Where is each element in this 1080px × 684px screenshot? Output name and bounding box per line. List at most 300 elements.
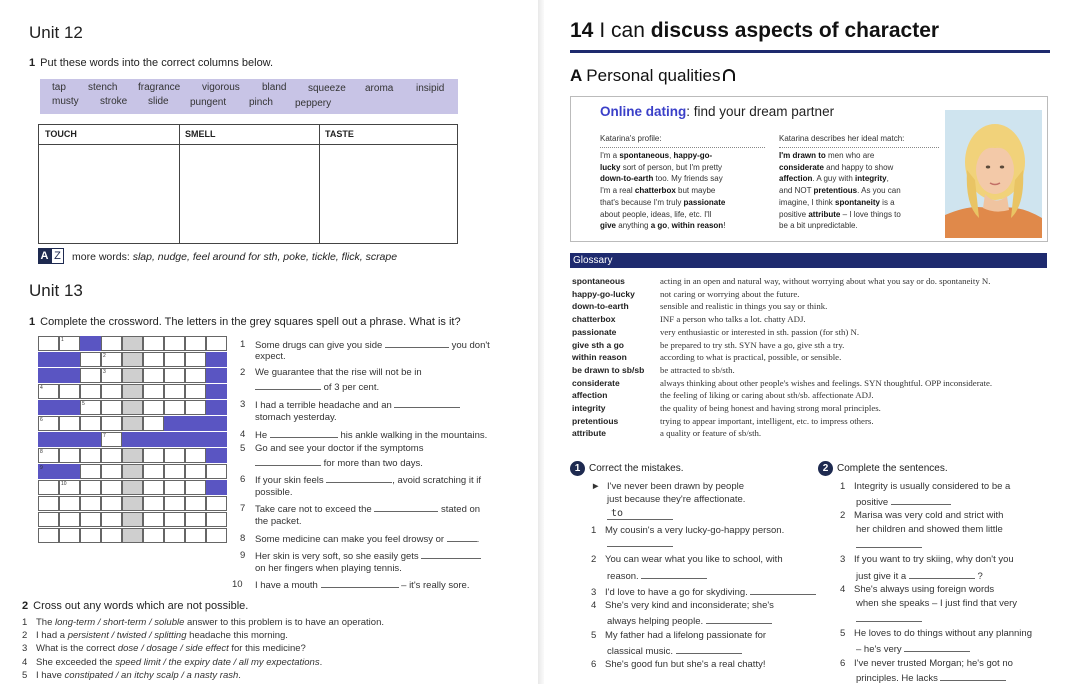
answer-blank[interactable] — [750, 586, 816, 595]
word-bank-item: tap — [52, 82, 66, 93]
crossword-cell — [59, 352, 80, 367]
crossword-cell[interactable] — [59, 416, 80, 431]
exercise-number: 1 — [29, 316, 36, 328]
crossword-cell[interactable] — [143, 368, 164, 383]
item-text: I had a — [36, 630, 68, 641]
crossword-cell[interactable] — [185, 528, 206, 543]
crossword-cell[interactable] — [101, 432, 122, 447]
crossword-cell[interactable] — [122, 368, 143, 383]
paragraph-line — [600, 220, 770, 232]
correction-item — [591, 630, 766, 641]
crossword-cell[interactable] — [38, 512, 59, 527]
clue-number: 2 — [240, 367, 246, 378]
correction-item — [591, 586, 816, 598]
item-text: classical music. — [607, 646, 673, 657]
glossary-term: considerate — [572, 377, 620, 388]
clue-text-part: of 3 per cent. — [323, 382, 380, 393]
word-bank-item: slide — [148, 96, 169, 107]
answer-blank[interactable] — [385, 339, 449, 348]
crossword-clue-number: 8 — [40, 449, 43, 455]
word-bank-item: peppery — [295, 98, 332, 109]
crossword-cell[interactable] — [206, 496, 227, 511]
word-bank-item: vigorous — [202, 82, 240, 93]
answer-blank[interactable] — [676, 645, 742, 654]
crossword-cell[interactable] — [143, 384, 164, 399]
clue-number: 7 — [240, 503, 246, 514]
item-text: He loves to do things without any planning — [854, 628, 1032, 639]
example-text: I've never been drawn by people — [607, 481, 745, 492]
clue-text-part: I had a terrible headache and an — [255, 400, 392, 411]
crossword-cell[interactable] — [206, 464, 227, 479]
exercise-number: 1 — [29, 57, 36, 69]
paragraph-text: – I love things to — [840, 209, 901, 219]
crossword-cell[interactable] — [101, 400, 122, 415]
section-heading — [570, 66, 735, 86]
crossword-cell[interactable] — [59, 528, 80, 543]
paragraph-text: I'm a — [600, 151, 620, 160]
crossword-cell[interactable] — [101, 480, 122, 495]
clue-text — [255, 339, 490, 353]
answer-blank[interactable] — [255, 457, 321, 466]
word-bank-item: stench — [88, 82, 118, 93]
answer-blank[interactable] — [255, 381, 321, 390]
paragraph-line — [779, 185, 944, 197]
crossword-cell[interactable] — [185, 384, 206, 399]
clue-text-part: We guarantee that the rise will not be in — [255, 367, 422, 378]
crossword-cell[interactable] — [101, 512, 122, 527]
item-text: – he's very — [856, 644, 902, 655]
key-phrase: chatterbox — [634, 186, 676, 196]
crossword-cell[interactable] — [122, 416, 143, 431]
correction-item — [591, 554, 783, 565]
crossword-cell — [206, 448, 227, 463]
clue-text-part: I have a mouth — [255, 580, 318, 591]
clue-text-part: Go and see your doctor if the symptoms — [255, 443, 424, 454]
answer-blank[interactable] — [607, 546, 673, 547]
more-words — [72, 251, 397, 263]
paragraph-line — [600, 209, 770, 221]
paragraph-text: and happy to show — [823, 162, 894, 172]
crossword-cell[interactable] — [143, 512, 164, 527]
crossword-cell[interactable] — [101, 528, 122, 543]
crossword-cell[interactable] — [164, 528, 185, 543]
crossword-cell[interactable] — [122, 400, 143, 415]
book-gutter — [538, 0, 544, 684]
crossword-cell[interactable] — [80, 512, 101, 527]
word-bank-item: pungent — [190, 97, 227, 108]
unit-12-exercise-1-heading — [29, 57, 273, 69]
completion-item — [840, 510, 1003, 521]
cross-out-item — [22, 657, 322, 668]
clue-number: 5 — [240, 443, 246, 454]
answer-blank[interactable] — [909, 570, 975, 579]
az-dictionary-icon — [38, 248, 66, 264]
az-icon-z: Z — [51, 248, 64, 264]
crossword-clue-number: 9 — [40, 465, 43, 471]
word-bank-item: squeeze — [308, 83, 346, 94]
paragraph-text: be a bit unpredictable. — [779, 221, 858, 231]
exercise-number-badge: 2 — [818, 461, 833, 476]
crossword-cell[interactable] — [38, 496, 59, 511]
correction-item — [591, 600, 774, 611]
paragraph-text: sort of person, but I'm pretty — [620, 162, 723, 172]
item-options[interactable]: constipated / an itchy scalp / a nasty rash — [64, 670, 239, 681]
crossword-cell[interactable] — [143, 416, 164, 431]
clue-number: 8 — [240, 533, 246, 544]
crossword-cell[interactable] — [164, 480, 185, 495]
crossword-cell[interactable] — [122, 336, 143, 351]
glossary-term: chatterbox — [572, 314, 616, 325]
clue-number: 6 — [240, 474, 246, 485]
item-options[interactable]: dose / dosage / side effect — [117, 643, 229, 654]
paragraph-text: too. My friends say — [653, 174, 723, 184]
crossword-cell[interactable] — [80, 368, 101, 383]
crossword-cell[interactable] — [206, 528, 227, 543]
crossword-cell — [80, 432, 101, 447]
answer-blank[interactable] — [856, 621, 922, 622]
dating-title-rest: : find your dream partner — [686, 104, 835, 119]
item-number: 1 — [22, 617, 28, 628]
item-number: 6 — [591, 659, 597, 670]
crossword-clue-number: 6 — [40, 417, 43, 423]
crossword-cell[interactable] — [38, 480, 59, 495]
crossword-cell[interactable] — [80, 528, 101, 543]
completion-item — [840, 481, 1010, 492]
paragraph-text: imagine, I think — [779, 197, 836, 207]
key-phrase: down-to-earth — [600, 174, 654, 184]
glossary-term: happy-go-lucky — [572, 288, 635, 299]
crossword-cell[interactable] — [101, 448, 122, 463]
item-text: She's always using foreign words — [854, 584, 995, 595]
answer-blank[interactable] — [394, 399, 460, 408]
crossword-cell[interactable] — [185, 448, 206, 463]
headphones-icon[interactable] — [723, 69, 735, 81]
crossword-cell[interactable] — [38, 448, 59, 463]
clue-text-part: stomach yesterday. — [255, 412, 337, 423]
crossword-cell — [206, 416, 227, 431]
crossword-cell[interactable] — [185, 464, 206, 479]
answer-blank[interactable] — [421, 550, 481, 559]
crossword-cell[interactable] — [80, 464, 101, 479]
paragraph-text: positive — [779, 209, 809, 219]
crossword-cell[interactable] — [80, 384, 101, 399]
crossword-cell[interactable] — [80, 480, 101, 495]
crossword-cell — [59, 368, 80, 383]
right-exercise-2-heading — [818, 461, 948, 476]
clue-text-part: his ankle walking in the mountains. — [340, 430, 488, 441]
crossword-cell[interactable] — [122, 512, 143, 527]
column-touch: TOUCH — [39, 125, 179, 145]
paragraph-text: anything — [616, 221, 651, 231]
cross-out-item — [22, 643, 306, 654]
paragraph-text: is a — [879, 197, 895, 207]
paragraph-line — [600, 197, 770, 209]
clue-text-part: the packet. — [255, 516, 302, 527]
exercise-number-badge: 1 — [570, 461, 585, 476]
crossword-cell[interactable] — [164, 448, 185, 463]
clue-text-part: Some drugs can give you side — [255, 340, 383, 351]
clue-text — [255, 429, 487, 443]
item-text: answer to this problem is to have an operation. — [184, 617, 384, 628]
answer-blank[interactable] — [447, 533, 477, 542]
unit-13-title: Unit 13 — [29, 281, 83, 300]
crossword-cell[interactable] — [80, 496, 101, 511]
glossary-term: integrity — [572, 403, 606, 413]
paragraph-text: , — [886, 174, 889, 184]
item-text: My cousin's a very lucky-go-happy person. — [605, 525, 785, 536]
crossword-cell — [164, 416, 185, 431]
correction-item — [591, 525, 784, 536]
clue-text — [255, 550, 481, 564]
crossword-cell[interactable] — [122, 496, 143, 511]
crossword-cell[interactable] — [206, 336, 227, 351]
clue-text-part: If your skin feels — [255, 475, 324, 486]
crossword-clue-number: 1 — [61, 337, 64, 343]
item-number: 3 — [22, 643, 28, 654]
glossary-definition: always thinking about other people's wishes and feelings. SYN thoughtful. OPP inconsiderate. — [660, 377, 993, 388]
crossword-cell[interactable] — [164, 400, 185, 415]
crossword-cell[interactable] — [143, 480, 164, 495]
crossword-cell[interactable] — [80, 448, 101, 463]
clue-text-part: possible. — [255, 487, 293, 498]
crossword-cell[interactable] — [59, 384, 80, 399]
answer-blank[interactable] — [321, 579, 399, 588]
item-text: always helping people. — [607, 616, 704, 627]
paragraph-line — [600, 162, 770, 174]
clue-text-part: Some medicine can make you feel drowsy or — [255, 534, 445, 545]
crossword-cell[interactable] — [164, 368, 185, 383]
answer-blank[interactable] — [856, 547, 922, 548]
clue-text — [255, 474, 481, 488]
item-options[interactable]: persistent / twisted / splitting — [67, 630, 187, 641]
crossword-cell[interactable] — [122, 480, 143, 495]
crossword-cell[interactable] — [101, 384, 122, 399]
profile-text — [600, 150, 770, 232]
crossword-cell — [80, 336, 101, 351]
clue-text-part: . — [476, 534, 480, 545]
crossword-cell[interactable] — [101, 368, 122, 383]
word-bank-item: pinch — [249, 97, 273, 108]
answer-blank[interactable] — [891, 496, 951, 505]
item-text: She's good fun but she's a real chatty! — [605, 659, 766, 670]
lesson-title — [570, 19, 939, 43]
completion-item-line-2 — [856, 524, 1003, 535]
paragraph-line — [779, 197, 944, 209]
crossword-cell[interactable] — [164, 464, 185, 479]
unit-13-exercise-2-heading — [22, 600, 248, 612]
item-options[interactable]: long-term / short-term / soluble — [55, 617, 185, 628]
crossword-cell[interactable] — [164, 512, 185, 527]
crossword-cell[interactable] — [206, 512, 227, 527]
crossword-cell — [164, 432, 185, 447]
exercise-instruction: Put these words into the correct columns below. — [40, 57, 274, 69]
answer-blank[interactable] — [706, 615, 772, 624]
crossword-cell[interactable] — [38, 416, 59, 431]
cross-out-item — [22, 630, 288, 641]
key-phrase: spontaneous — [619, 151, 670, 160]
crossword-cell[interactable] — [101, 336, 122, 351]
exercise-number: 2 — [22, 600, 29, 612]
crossword-cell — [206, 400, 227, 415]
crossword-cell[interactable] — [59, 336, 80, 351]
clue-text-part: on her fingers when playing tennis. — [255, 563, 402, 574]
column-divider — [179, 125, 180, 243]
completion-item — [840, 584, 994, 595]
crossword-cell[interactable] — [122, 448, 143, 463]
cross-out-item — [22, 617, 384, 628]
answer-blank[interactable] — [641, 570, 707, 579]
crossword-cell[interactable] — [164, 384, 185, 399]
crossword-cell[interactable] — [59, 496, 80, 511]
crossword-cell[interactable] — [59, 480, 80, 495]
item-text: her children and showed them little — [856, 524, 1003, 535]
crossword-cell — [38, 400, 59, 415]
word-bank-item: aroma — [365, 83, 394, 94]
exercise-title: Correct the mistakes. — [589, 463, 684, 475]
crossword-cell[interactable] — [143, 528, 164, 543]
crossword-cell[interactable] — [38, 528, 59, 543]
answer-blank[interactable] — [326, 474, 392, 483]
answer-blank[interactable] — [270, 429, 338, 438]
word-bank-item: insipid — [416, 83, 445, 94]
paragraph-text: but maybe — [675, 186, 716, 196]
item-text: I'd love to have a go for skydiving. — [605, 587, 748, 598]
crossword-cell — [59, 400, 80, 415]
crossword-cell[interactable] — [122, 528, 143, 543]
item-number: 5 — [840, 628, 846, 639]
crossword-cell[interactable] — [185, 368, 206, 383]
crossword-cell[interactable] — [143, 448, 164, 463]
item-text: . — [319, 657, 323, 668]
crossword-cell[interactable] — [101, 352, 122, 367]
crossword-cell[interactable] — [185, 352, 206, 367]
clue-text-part: stated on — [441, 504, 481, 515]
item-text: headache this morning. — [186, 630, 288, 641]
profile-label: Katarina's profile: — [600, 134, 662, 143]
unit-13-exercise-1-heading — [29, 316, 461, 328]
glossary-term: give sth a go — [572, 339, 624, 350]
crossword-cell[interactable] — [80, 400, 101, 415]
crossword-cell[interactable] — [101, 496, 122, 511]
glossary-definition: be attracted to sb/sth. — [660, 364, 735, 375]
crossword-cell[interactable] — [59, 512, 80, 527]
item-number: 6 — [840, 658, 846, 669]
crossword-cell[interactable] — [101, 416, 122, 431]
item-number: 4 — [591, 600, 597, 611]
crossword-grid[interactable] — [38, 336, 228, 546]
crossword-cell[interactable] — [122, 464, 143, 479]
crossword-cell[interactable] — [185, 480, 206, 495]
glossary-header: Glossary — [570, 253, 1047, 268]
crossword-cell[interactable] — [185, 336, 206, 351]
crossword-cell[interactable] — [143, 400, 164, 415]
column-divider — [319, 125, 320, 243]
crossword-clue-number: 2 — [103, 353, 106, 359]
paragraph-line — [779, 173, 944, 185]
paragraph-text: that's because I'm truly — [600, 197, 684, 207]
paragraph-line — [779, 220, 944, 232]
item-text: Integrity is usually considered to be a — [854, 481, 1011, 492]
crossword-cell — [206, 384, 227, 399]
more-words-label: more words: — [72, 251, 130, 263]
word-bank-item: musty — [52, 96, 79, 107]
dotted-rule — [779, 147, 939, 148]
paragraph-text: men who are — [825, 151, 875, 160]
crossword-cell[interactable] — [143, 352, 164, 367]
crossword-cell — [122, 432, 143, 447]
crossword-clue-number: 5 — [82, 401, 85, 407]
glossary-definition: the feeling of liking or caring about sth/sb. affectionate ADJ. — [660, 390, 874, 401]
glossary-term: within reason — [572, 352, 627, 363]
clue-number: 9 — [240, 550, 246, 561]
key-phrase: I'm drawn to — [779, 151, 826, 160]
glossary-definition: trying to appear important, intelligent, etc. to impress others. — [660, 415, 874, 426]
crossword-cell[interactable] — [122, 352, 143, 367]
item-number: 4 — [22, 657, 28, 668]
word-bank-item: stroke — [100, 96, 128, 107]
glossary-definition: not caring or worrying about the future. — [660, 288, 800, 299]
crossword-clue-number: 3 — [103, 369, 106, 375]
crossword-cell[interactable] — [101, 464, 122, 479]
crossword-cell[interactable] — [185, 400, 206, 415]
item-options[interactable]: speed limit / the expiry date / all my expectations — [115, 657, 320, 668]
crossword-cell[interactable] — [143, 464, 164, 479]
crossword-cell[interactable] — [80, 416, 101, 431]
crossword-cell[interactable] — [143, 336, 164, 351]
crossword-cell — [38, 368, 59, 383]
example-marker: ► — [591, 481, 601, 492]
crossword-cell[interactable] — [164, 336, 185, 351]
paragraph-line — [600, 150, 770, 162]
az-icon-a: A — [38, 248, 51, 264]
crossword-cell — [206, 368, 227, 383]
crossword-cell[interactable] — [80, 352, 101, 367]
crossword-cell[interactable] — [143, 496, 164, 511]
section-letter: A — [570, 66, 583, 85]
crossword-cell[interactable] — [164, 496, 185, 511]
exercise-instruction: Complete the crossword. The letters in the grey squares spell out a phrase. What is it? — [40, 316, 461, 328]
crossword-cell[interactable] — [164, 352, 185, 367]
answer-blank[interactable] — [904, 643, 970, 652]
clue-text-part: expect. — [255, 351, 286, 362]
paragraph-text: , — [667, 221, 672, 231]
correction-item — [591, 659, 765, 670]
right-exercise-1-heading — [570, 461, 683, 476]
crossword-cell[interactable] — [185, 496, 206, 511]
crossword-cell[interactable] — [38, 336, 59, 351]
answer-blank[interactable] — [374, 503, 438, 512]
glossary-term: affection — [572, 390, 608, 401]
clue-number: 3 — [240, 399, 246, 410]
crossword-cell[interactable] — [38, 384, 59, 399]
crossword-cell[interactable] — [185, 512, 206, 527]
key-phrase: within reason — [671, 221, 724, 231]
item-number: 4 — [840, 584, 846, 595]
item-text: reason. — [607, 571, 639, 582]
item-number: 1 — [840, 481, 846, 492]
item-number: 5 — [591, 630, 597, 641]
glossary-term: passionate — [572, 326, 617, 337]
crossword-cell — [59, 464, 80, 479]
clue-text-part: Take care not to exceed the — [255, 504, 372, 515]
crossword-cell[interactable] — [59, 448, 80, 463]
word-bank-item: fragrance — [138, 82, 181, 93]
item-text: positive — [856, 497, 889, 508]
crossword-cell — [38, 352, 59, 367]
paragraph-text: . As you can — [857, 186, 901, 196]
crossword-cell[interactable] — [122, 384, 143, 399]
answer-blank[interactable] — [940, 672, 1006, 681]
